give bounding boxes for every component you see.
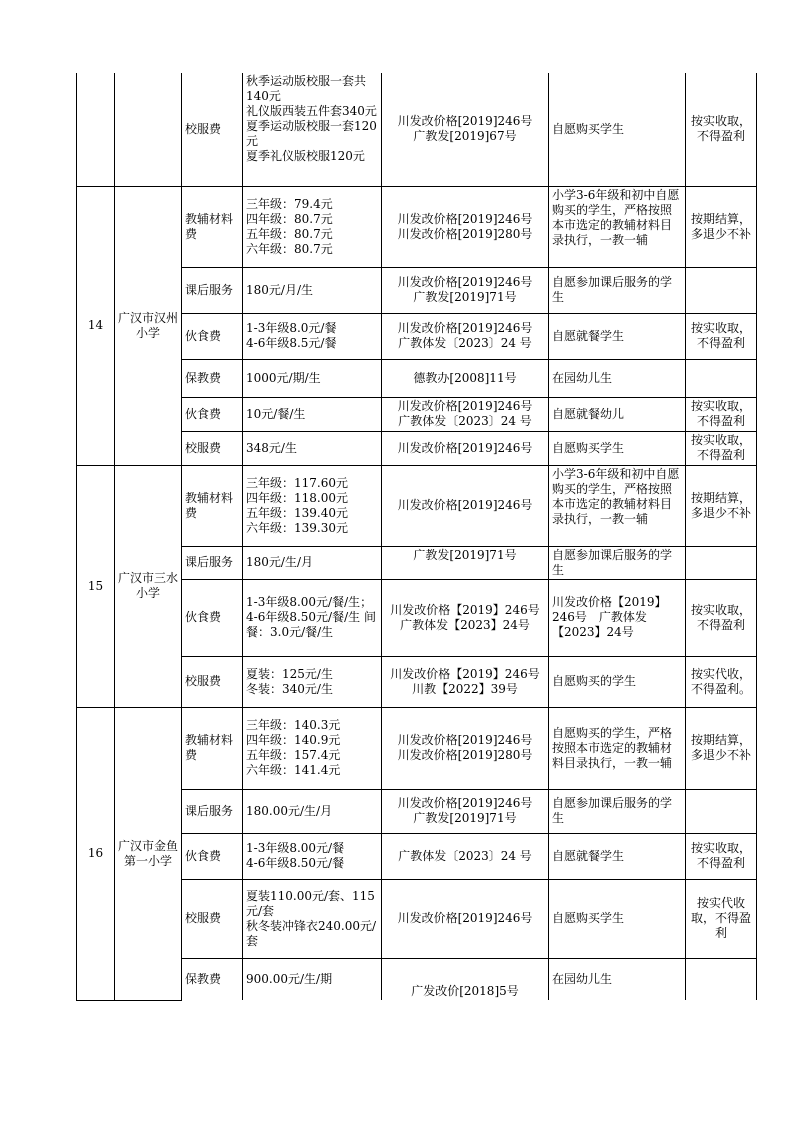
fee-standard: 1-3年级8.00元/餐 4-6年级8.50元/餐 xyxy=(243,833,382,879)
charge-target: 自愿购买学生 xyxy=(549,73,686,186)
row-number: 14 xyxy=(77,186,115,465)
remark: 按实收取，不得盈利 xyxy=(686,397,757,431)
fee-item: 伙食费 xyxy=(182,397,243,431)
fee-standard: 秋季运动版校服一套共140元 礼仪版西装五件套340元 夏季运动版校服一套120元 夏季礼仪版校服120元 xyxy=(243,73,382,186)
table-row xyxy=(77,186,757,267)
fee-item: 教辅材料费 xyxy=(182,186,243,267)
pricing-basis: 广教体发〔2023〕24 号 xyxy=(382,833,549,879)
fee-item: 课后服务 xyxy=(182,546,243,579)
fee-standard: 180.00元/生/月 xyxy=(243,789,382,833)
remark: 按实代收取，不得盈利 xyxy=(686,879,757,958)
fee-standard: 1-3年级8.00元/餐/生；4-6年级8.50元/餐/生 间餐：3.0元/餐/生 xyxy=(243,579,382,656)
fee-item: 伙食费 xyxy=(182,313,243,359)
charge-target: 在园幼儿生 xyxy=(549,958,686,1000)
fee-item: 保教费 xyxy=(182,958,243,1000)
fee-standard: 三年级：140.3元 四年级：140.9元 五年级：157.4元 六年级：141.4元 xyxy=(243,707,382,789)
remark: 按实收取，不得盈利 xyxy=(686,431,757,465)
fee-table xyxy=(76,73,757,1001)
table-row xyxy=(77,465,757,546)
pricing-basis: 川发改价格[2019]246号 广教体发〔2023〕24 号 xyxy=(382,313,549,359)
remark xyxy=(686,359,757,397)
charge-target: 小学3-6年级和初中自愿购买的学生，严格按照本市选定的教辅材料目录执行，一教一辅 xyxy=(549,186,686,267)
fee-item: 校服费 xyxy=(182,656,243,707)
charge-target: 自愿参加课后服务的学生 xyxy=(549,546,686,579)
fee-item: 课后服务 xyxy=(182,789,243,833)
fee-item: 教辅材料费 xyxy=(182,465,243,546)
school-name: 广汉市三水小学 xyxy=(115,465,182,707)
fee-standard: 夏装：125元/生 冬装：340元/生 xyxy=(243,656,382,707)
pricing-basis: 川发改价格[2019]246号 川发改价格[2019]280号 xyxy=(382,707,549,789)
charge-target: 自愿就餐幼儿 xyxy=(549,397,686,431)
fee-item: 伙食费 xyxy=(182,833,243,879)
charge-target: 自愿就餐学生 xyxy=(549,313,686,359)
fee-standard: 180元/生/月 xyxy=(243,546,382,579)
pricing-basis: 川发改价格[2019]246号 川发改价格[2019]280号 xyxy=(382,186,549,267)
fee-item: 伙食费 xyxy=(182,579,243,656)
pricing-basis: 川发改价格[2019]246号 广教发[2019]67号 xyxy=(382,73,549,186)
fee-standard: 1-3年级8.0元/餐 4-6年级8.5元/餐 xyxy=(243,313,382,359)
fee-item: 校服费 xyxy=(182,431,243,465)
fee-item: 校服费 xyxy=(182,879,243,958)
remark xyxy=(686,267,757,313)
pricing-basis: 川发改价格[2019]246号 广教发[2019]71号 xyxy=(382,267,549,313)
fee-item: 教辅材料费 xyxy=(182,707,243,789)
pricing-basis: 川发改价格[2019]246号 广教发[2019]71号 xyxy=(382,789,549,833)
remark: 按期结算，多退少不补 xyxy=(686,186,757,267)
charge-target: 小学3-6年级和初中自愿购买的学生，严格按照本市选定的教辅材料目录执行，一教一辅 xyxy=(549,465,686,546)
pricing-basis: 广教发[2019]71号 xyxy=(382,546,549,579)
remark: 按实收取，不得盈利 xyxy=(686,579,757,656)
fee-standard: 900.00元/生/期 xyxy=(243,958,382,1000)
fee-standard: 10元/餐/生 xyxy=(243,397,382,431)
charge-target: 自愿购买的学生，严格按照本市选定的教辅材料目录执行，一教一辅 xyxy=(549,707,686,789)
remark xyxy=(686,958,757,1000)
fee-standard: 180元/月/生 xyxy=(243,267,382,313)
fee-standard: 三年级：117.60元 四年级：118.00元 五年级：139.40元 六年级：139.30元 xyxy=(243,465,382,546)
fee-item: 保教费 xyxy=(182,359,243,397)
school-name: 广汉市金鱼第一小学 xyxy=(115,707,182,1000)
fee-standard: 夏装110.00元/套、115元/套 秋冬装冲锋衣240.00元/套 xyxy=(243,879,382,958)
remark xyxy=(686,546,757,579)
remark xyxy=(686,789,757,833)
remark: 按期结算，多退少不补 xyxy=(686,707,757,789)
pricing-basis: 川发改价格[2019]246号 xyxy=(382,879,549,958)
fee-item: 校服费 xyxy=(182,73,243,186)
pricing-basis: 川发改价格[2019]246号 xyxy=(382,465,549,546)
fee-item: 课后服务 xyxy=(182,267,243,313)
table-row xyxy=(77,707,757,789)
row-number-cell xyxy=(77,73,115,186)
pricing-basis: 川发改价格【2019】246号 广教体发【2023】24号 xyxy=(382,579,549,656)
pricing-basis: 川发改价格[2019]246号 广教体发〔2023〕24 号 xyxy=(382,397,549,431)
remark: 按实收取，不得盈利 xyxy=(686,313,757,359)
row-number: 15 xyxy=(77,465,115,707)
charge-target: 川发改价格【2019】246号 广教体发【2023】24号 xyxy=(549,579,686,656)
school-name-cell xyxy=(115,73,182,186)
fee-standard: 1000元/期/生 xyxy=(243,359,382,397)
charge-target: 自愿购买学生 xyxy=(549,879,686,958)
charge-target: 在园幼儿生 xyxy=(549,359,686,397)
fee-standard: 三年级：79.4元 四年级：80.7元 五年级：80.7元 六年级：80.7元 xyxy=(243,186,382,267)
pricing-basis: 川发改价格【2019】246号 川教【2022】39号 xyxy=(382,656,549,707)
charge-target: 自愿购买学生 xyxy=(549,431,686,465)
pricing-basis: 川发改价格[2019]246号 xyxy=(382,431,549,465)
remark: 按实代收，不得盈利。 xyxy=(686,656,757,707)
table-row xyxy=(77,73,757,186)
fee-standard: 348元/生 xyxy=(243,431,382,465)
school-name: 广汉市汉州小学 xyxy=(115,186,182,465)
remark: 按实收取，不得盈利 xyxy=(686,833,757,879)
remark: 按期结算，多退少不补 xyxy=(686,465,757,546)
row-number: 16 xyxy=(77,707,115,1000)
pricing-basis: 德教办[2008]11号 xyxy=(382,359,549,397)
charge-target: 自愿参加课后服务的学生 xyxy=(549,789,686,833)
remark: 按实收取，不得盈利 xyxy=(686,73,757,186)
pricing-basis: 广发改价[2018]5号 xyxy=(382,958,549,1000)
charge-target: 自愿就餐学生 xyxy=(549,833,686,879)
charge-target: 自愿参加课后服务的学生 xyxy=(549,267,686,313)
charge-target: 自愿购买的学生 xyxy=(549,656,686,707)
